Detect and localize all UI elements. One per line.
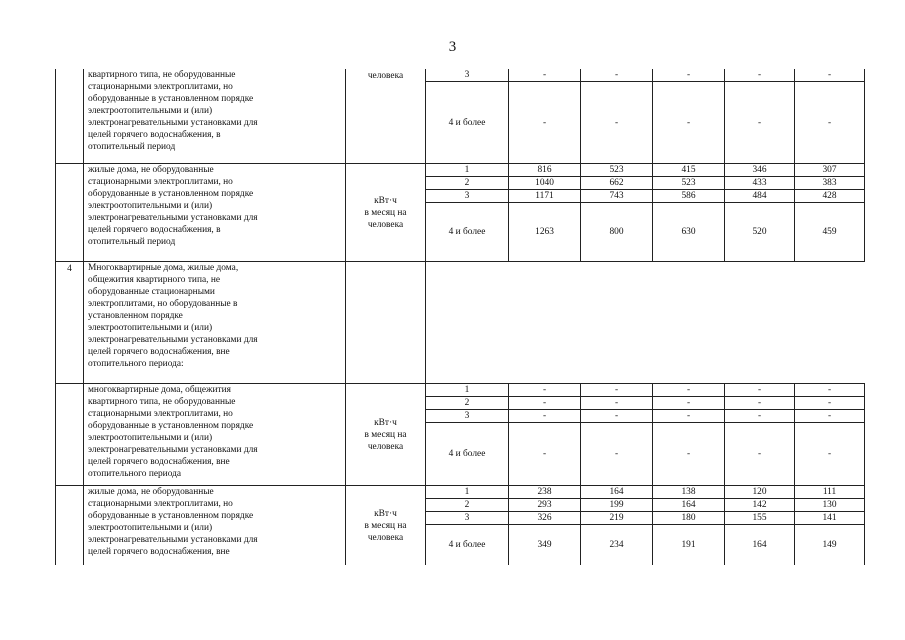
value-cell: - bbox=[653, 410, 725, 423]
value-cell: 191 bbox=[653, 525, 725, 565]
value-cell: - bbox=[725, 423, 795, 486]
value-cell: - bbox=[581, 384, 653, 397]
category-text: квартирного типа, не оборудованные стационарными электроплитами, но оборудованные в установленном порядке электроотопительными и (или) электронагревательными установками для целей горячего водоснабжения, в отопительный период bbox=[84, 69, 346, 164]
value-cell: - bbox=[581, 410, 653, 423]
value-cell: - bbox=[581, 423, 653, 486]
value-cell: - bbox=[725, 69, 795, 82]
unit-text: кВт·ч в месяц на человека bbox=[346, 164, 426, 262]
table-row bbox=[56, 262, 865, 384]
table-row bbox=[56, 164, 865, 177]
value-cell: 149 bbox=[795, 525, 865, 565]
persons-cell: 4 и более bbox=[426, 423, 509, 486]
value-cell: - bbox=[653, 423, 725, 486]
value-cell: 307 bbox=[795, 164, 865, 177]
value-cell: 164 bbox=[725, 525, 795, 565]
value-cell: - bbox=[725, 384, 795, 397]
value-cell: - bbox=[509, 397, 581, 410]
value-cell: 346 bbox=[725, 164, 795, 177]
value-cell: - bbox=[795, 69, 865, 82]
persons-cell: 2 bbox=[426, 177, 509, 190]
table-row bbox=[56, 69, 865, 82]
value-cell: - bbox=[653, 397, 725, 410]
row-number bbox=[56, 164, 84, 262]
persons-cell: 4 и более bbox=[426, 203, 509, 262]
value-cell: 130 bbox=[795, 499, 865, 512]
value-cell: 523 bbox=[581, 164, 653, 177]
value-cell: 111 bbox=[795, 486, 865, 499]
value-cell: 662 bbox=[581, 177, 653, 190]
unit-text: кВт·ч в месяц на человека bbox=[346, 384, 426, 486]
value-cell: - bbox=[509, 423, 581, 486]
value-cell: 433 bbox=[725, 177, 795, 190]
value-cell: 630 bbox=[653, 203, 725, 262]
category-text: жилые дома, не оборудованные стационарными электроплитами, но оборудованные в установленном порядке электроотопительными и (или) электронагревательными установками для целей горячего водоснабжения, в отопительный период bbox=[84, 164, 346, 262]
empty-values-cell bbox=[426, 262, 865, 384]
value-cell: 326 bbox=[509, 512, 581, 525]
value-cell: - bbox=[725, 82, 795, 164]
row-number bbox=[56, 69, 84, 164]
value-cell: 816 bbox=[509, 164, 581, 177]
value-cell: 1263 bbox=[509, 203, 581, 262]
value-cell: 484 bbox=[725, 190, 795, 203]
value-cell: - bbox=[795, 423, 865, 486]
value-cell: - bbox=[581, 82, 653, 164]
value-cell: 164 bbox=[581, 486, 653, 499]
value-cell: 155 bbox=[725, 512, 795, 525]
value-cell: - bbox=[509, 82, 581, 164]
value-cell: 120 bbox=[725, 486, 795, 499]
persons-cell: 1 bbox=[426, 384, 509, 397]
value-cell: 800 bbox=[581, 203, 653, 262]
value-cell: - bbox=[725, 397, 795, 410]
category-text: Многоквартирные дома, жилые дома, общежития квартирного типа, не оборудованные стационарными электроплитами, но оборудованные в установленном порядке электроотопительными и (или) электронагревательными установками для целей горячего водоснабжения, вне отопительного периода: bbox=[84, 262, 346, 384]
value-cell: - bbox=[509, 69, 581, 82]
persons-cell: 2 bbox=[426, 397, 509, 410]
value-cell: 238 bbox=[509, 486, 581, 499]
table-row bbox=[56, 486, 865, 499]
category-text: многоквартирные дома, общежития квартирного типа, не оборудованные стационарными электроплитами, но оборудованные в установленном порядке электроотопительными и (или) электронагревательными установками для целей горячего водоснабжения, вне отопительного периода bbox=[84, 384, 346, 486]
persons-cell: 2 bbox=[426, 499, 509, 512]
value-cell: 428 bbox=[795, 190, 865, 203]
row-number bbox=[56, 486, 84, 565]
unit-text: кВт·ч в месяц на человека bbox=[346, 486, 426, 565]
row-number: 4 bbox=[56, 262, 84, 384]
value-cell: - bbox=[653, 384, 725, 397]
value-cell: - bbox=[795, 410, 865, 423]
value-cell: - bbox=[653, 69, 725, 82]
page-number: 3 bbox=[448, 39, 457, 55]
value-cell: - bbox=[581, 397, 653, 410]
persons-cell: 4 и более bbox=[426, 525, 509, 565]
value-cell: - bbox=[509, 384, 581, 397]
persons-cell: 3 bbox=[426, 410, 509, 423]
table-row bbox=[56, 384, 865, 397]
value-cell: 383 bbox=[795, 177, 865, 190]
unit-text: человека bbox=[346, 69, 426, 164]
value-cell: 142 bbox=[725, 499, 795, 512]
value-cell: 141 bbox=[795, 512, 865, 525]
value-cell: 415 bbox=[653, 164, 725, 177]
row-number bbox=[56, 384, 84, 486]
value-cell: - bbox=[581, 69, 653, 82]
value-cell: 459 bbox=[795, 203, 865, 262]
value-cell: 293 bbox=[509, 499, 581, 512]
unit-cell-empty bbox=[346, 262, 426, 384]
value-cell: 1171 bbox=[509, 190, 581, 203]
value-cell: 523 bbox=[653, 177, 725, 190]
persons-cell: 4 и более bbox=[426, 82, 509, 164]
value-cell: - bbox=[795, 82, 865, 164]
value-cell: - bbox=[509, 410, 581, 423]
value-cell: 138 bbox=[653, 486, 725, 499]
value-cell: 234 bbox=[581, 525, 653, 565]
persons-cell: 3 bbox=[426, 512, 509, 525]
value-cell: - bbox=[795, 384, 865, 397]
value-cell: 219 bbox=[581, 512, 653, 525]
persons-cell: 3 bbox=[426, 69, 509, 82]
value-cell: - bbox=[725, 410, 795, 423]
value-cell: - bbox=[653, 82, 725, 164]
persons-cell: 3 bbox=[426, 190, 509, 203]
value-cell: 743 bbox=[581, 190, 653, 203]
category-text: жилые дома, не оборудованные стационарными электроплитами, но оборудованные в установленном порядке электроотопительными и (или) электронагревательными установками для целей горячего водоснабжения, вне bbox=[84, 486, 346, 565]
value-cell: 520 bbox=[725, 203, 795, 262]
persons-cell: 1 bbox=[426, 164, 509, 177]
value-cell: 349 bbox=[509, 525, 581, 565]
value-cell: 1040 bbox=[509, 177, 581, 190]
persons-cell: 1 bbox=[426, 486, 509, 499]
tariff-table bbox=[55, 69, 865, 565]
value-cell: 199 bbox=[581, 499, 653, 512]
value-cell: 586 bbox=[653, 190, 725, 203]
value-cell: - bbox=[795, 397, 865, 410]
value-cell: 164 bbox=[653, 499, 725, 512]
value-cell: 180 bbox=[653, 512, 725, 525]
